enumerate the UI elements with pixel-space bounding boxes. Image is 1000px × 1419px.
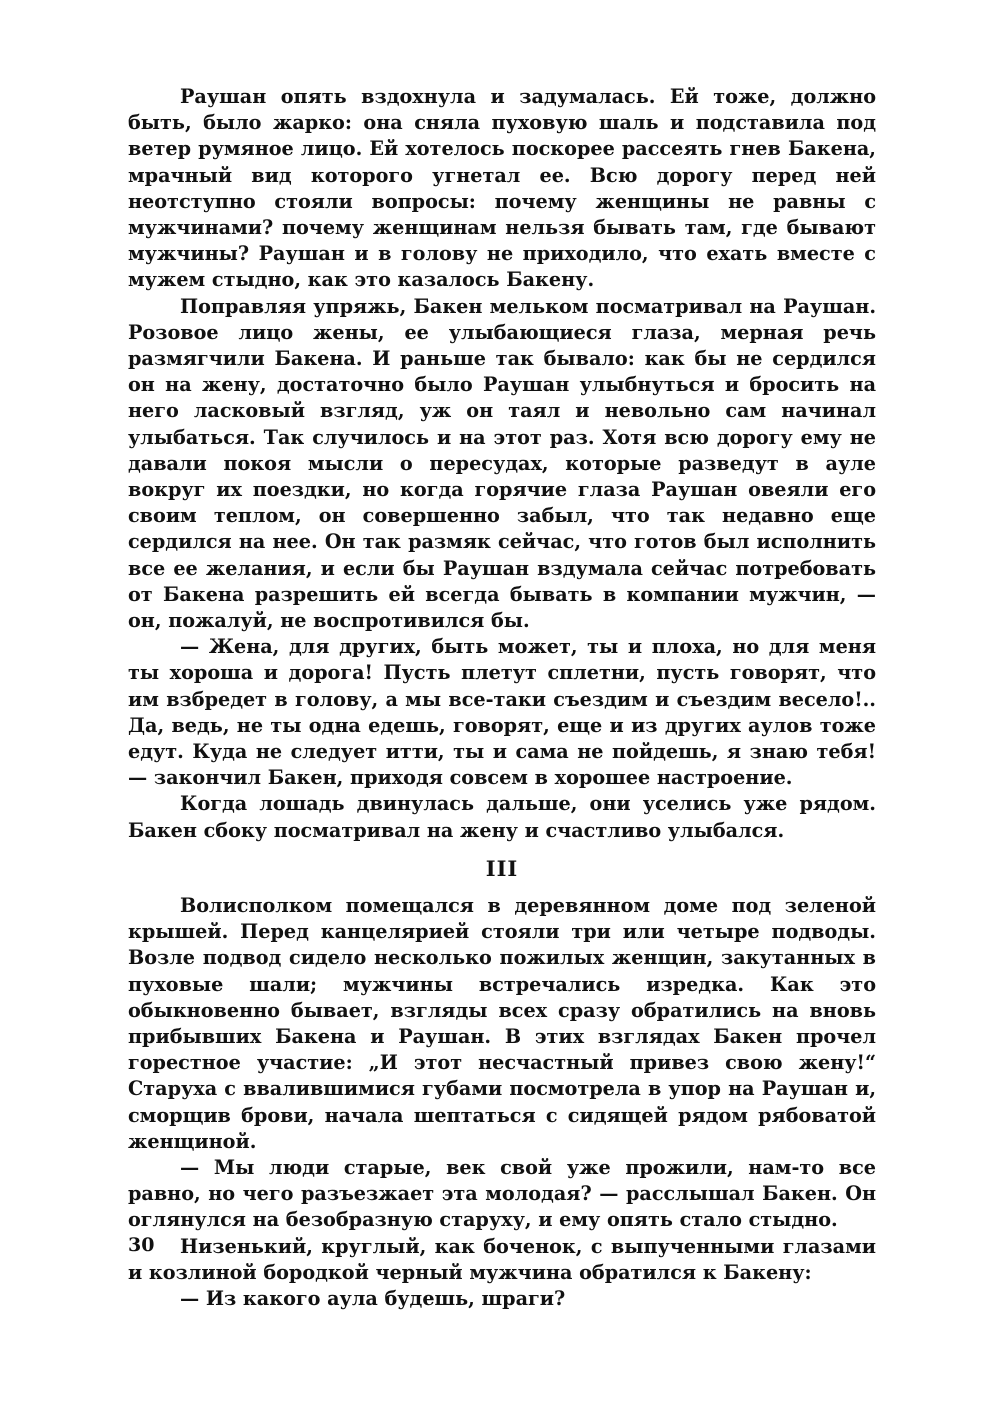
dialogue-paragraph: — Жена, для других, быть может, ты и плоха, но для меня ты хороша и дорога! Пусть плетут сплетни, пусть говорят, что им взбредет в голову, а мы все-таки съездим и съездим весело!.. Да, ведь, не ты одна едешь, говорят, еще и из других аулов тоже едут. Куда не следует итти, ты и сама не пойдешь, я знаю тебя! — закончил Бакен, приходя совсем в хорошее настроение. bbox=[128, 635, 876, 790]
page-number: 30 bbox=[128, 1234, 155, 1256]
dialogue-paragraph: — Из какого аула будешь, шраги? bbox=[180, 1286, 566, 1310]
paragraph: Волисполком помещался в деревянном доме под зеленой крышей. Перед канцелярией стояли три или четыре подводы. Возле подвод сидело несколько пожилых женщин, закутанных в пуховые шали; мужчины встречались изредка. Как это обыкновенно бывает, взгляды всех сразу обратились на вновь прибывших Бакена и Раушан. В этих взглядах Бакен прочел горестное участие: „И этот несчастный привез свою жену!“ Старуха с ввалившимися губами посмотрела в упор на Раушан и, сморщив брови, начала шептаться с сидящей рядом рябоватой женщиной. bbox=[128, 893, 876, 1153]
paragraph: Когда лошадь двинулась дальше, они уселись уже рядом. Бакен сбоку посматривал на жену и счастливо улыбался. bbox=[128, 792, 876, 842]
paragraph: Поправляя упряжь, Бакен мельком посматривал на Раушан. Розовое лицо жены, ее улыбающиеся глаза, мерная речь размягчили Бакена. И раньше так бывало: как бы не сердился он на жену, достаточно было Раушан улыбнуться и бросить на него ласковый взгляд, уж он таял и невольно сам начинал улыбаться. Так случилось и на этот раз. Хотя всю дорогу ему не давали покоя мысли о пересудах, которые разведут в ауле вокруг их поездки, но когда горячие глаза Раушан овеяли его своим теплом, он совершенно забыл, что так недавно еще сердился на нее. Он так размяк сейчас, что готов был исполнить все ее желания, и если бы Раушан вздумала сейчас потребовать от Бакена разрешить ей всегда бывать в компании мужчин, — он, пожалуй, не воспротивился бы. bbox=[128, 294, 876, 633]
paragraph: Низенький, круглый, как боченок, с выпученными глазами и козлиной бородкой черный мужчина обратился к Бакену: bbox=[128, 1234, 876, 1284]
chapter-heading: III bbox=[485, 855, 519, 881]
dialogue-paragraph: — Мы люди старые, век свой уже прожили, нам-то все равно, но чего разъезжает эта молодая? — расслышал Бакен. Он оглянулся на безобразную старуху, и ему опять стало стыдно. bbox=[128, 1155, 876, 1232]
paragraph: Раушан опять вздохнула и задумалась. Ей тоже, должно быть, было жарко: она сняла пуховую шаль и подставила под ветер румяное лицо. Ей хотелось поскорее рассеять гнев Бакена, мрачный вид которого угнетал ее. Всю дорогу перед ней неотступно стояли вопросы: почему женщины не равны с мужчинами? почему женщинам нельзя бывать там, где бывают мужчины? Раушан и в голову не приходило, что ехать вместе с мужем стыдно, как это казалось Бакену. bbox=[128, 85, 876, 292]
book-page bbox=[128, 84, 876, 1384]
